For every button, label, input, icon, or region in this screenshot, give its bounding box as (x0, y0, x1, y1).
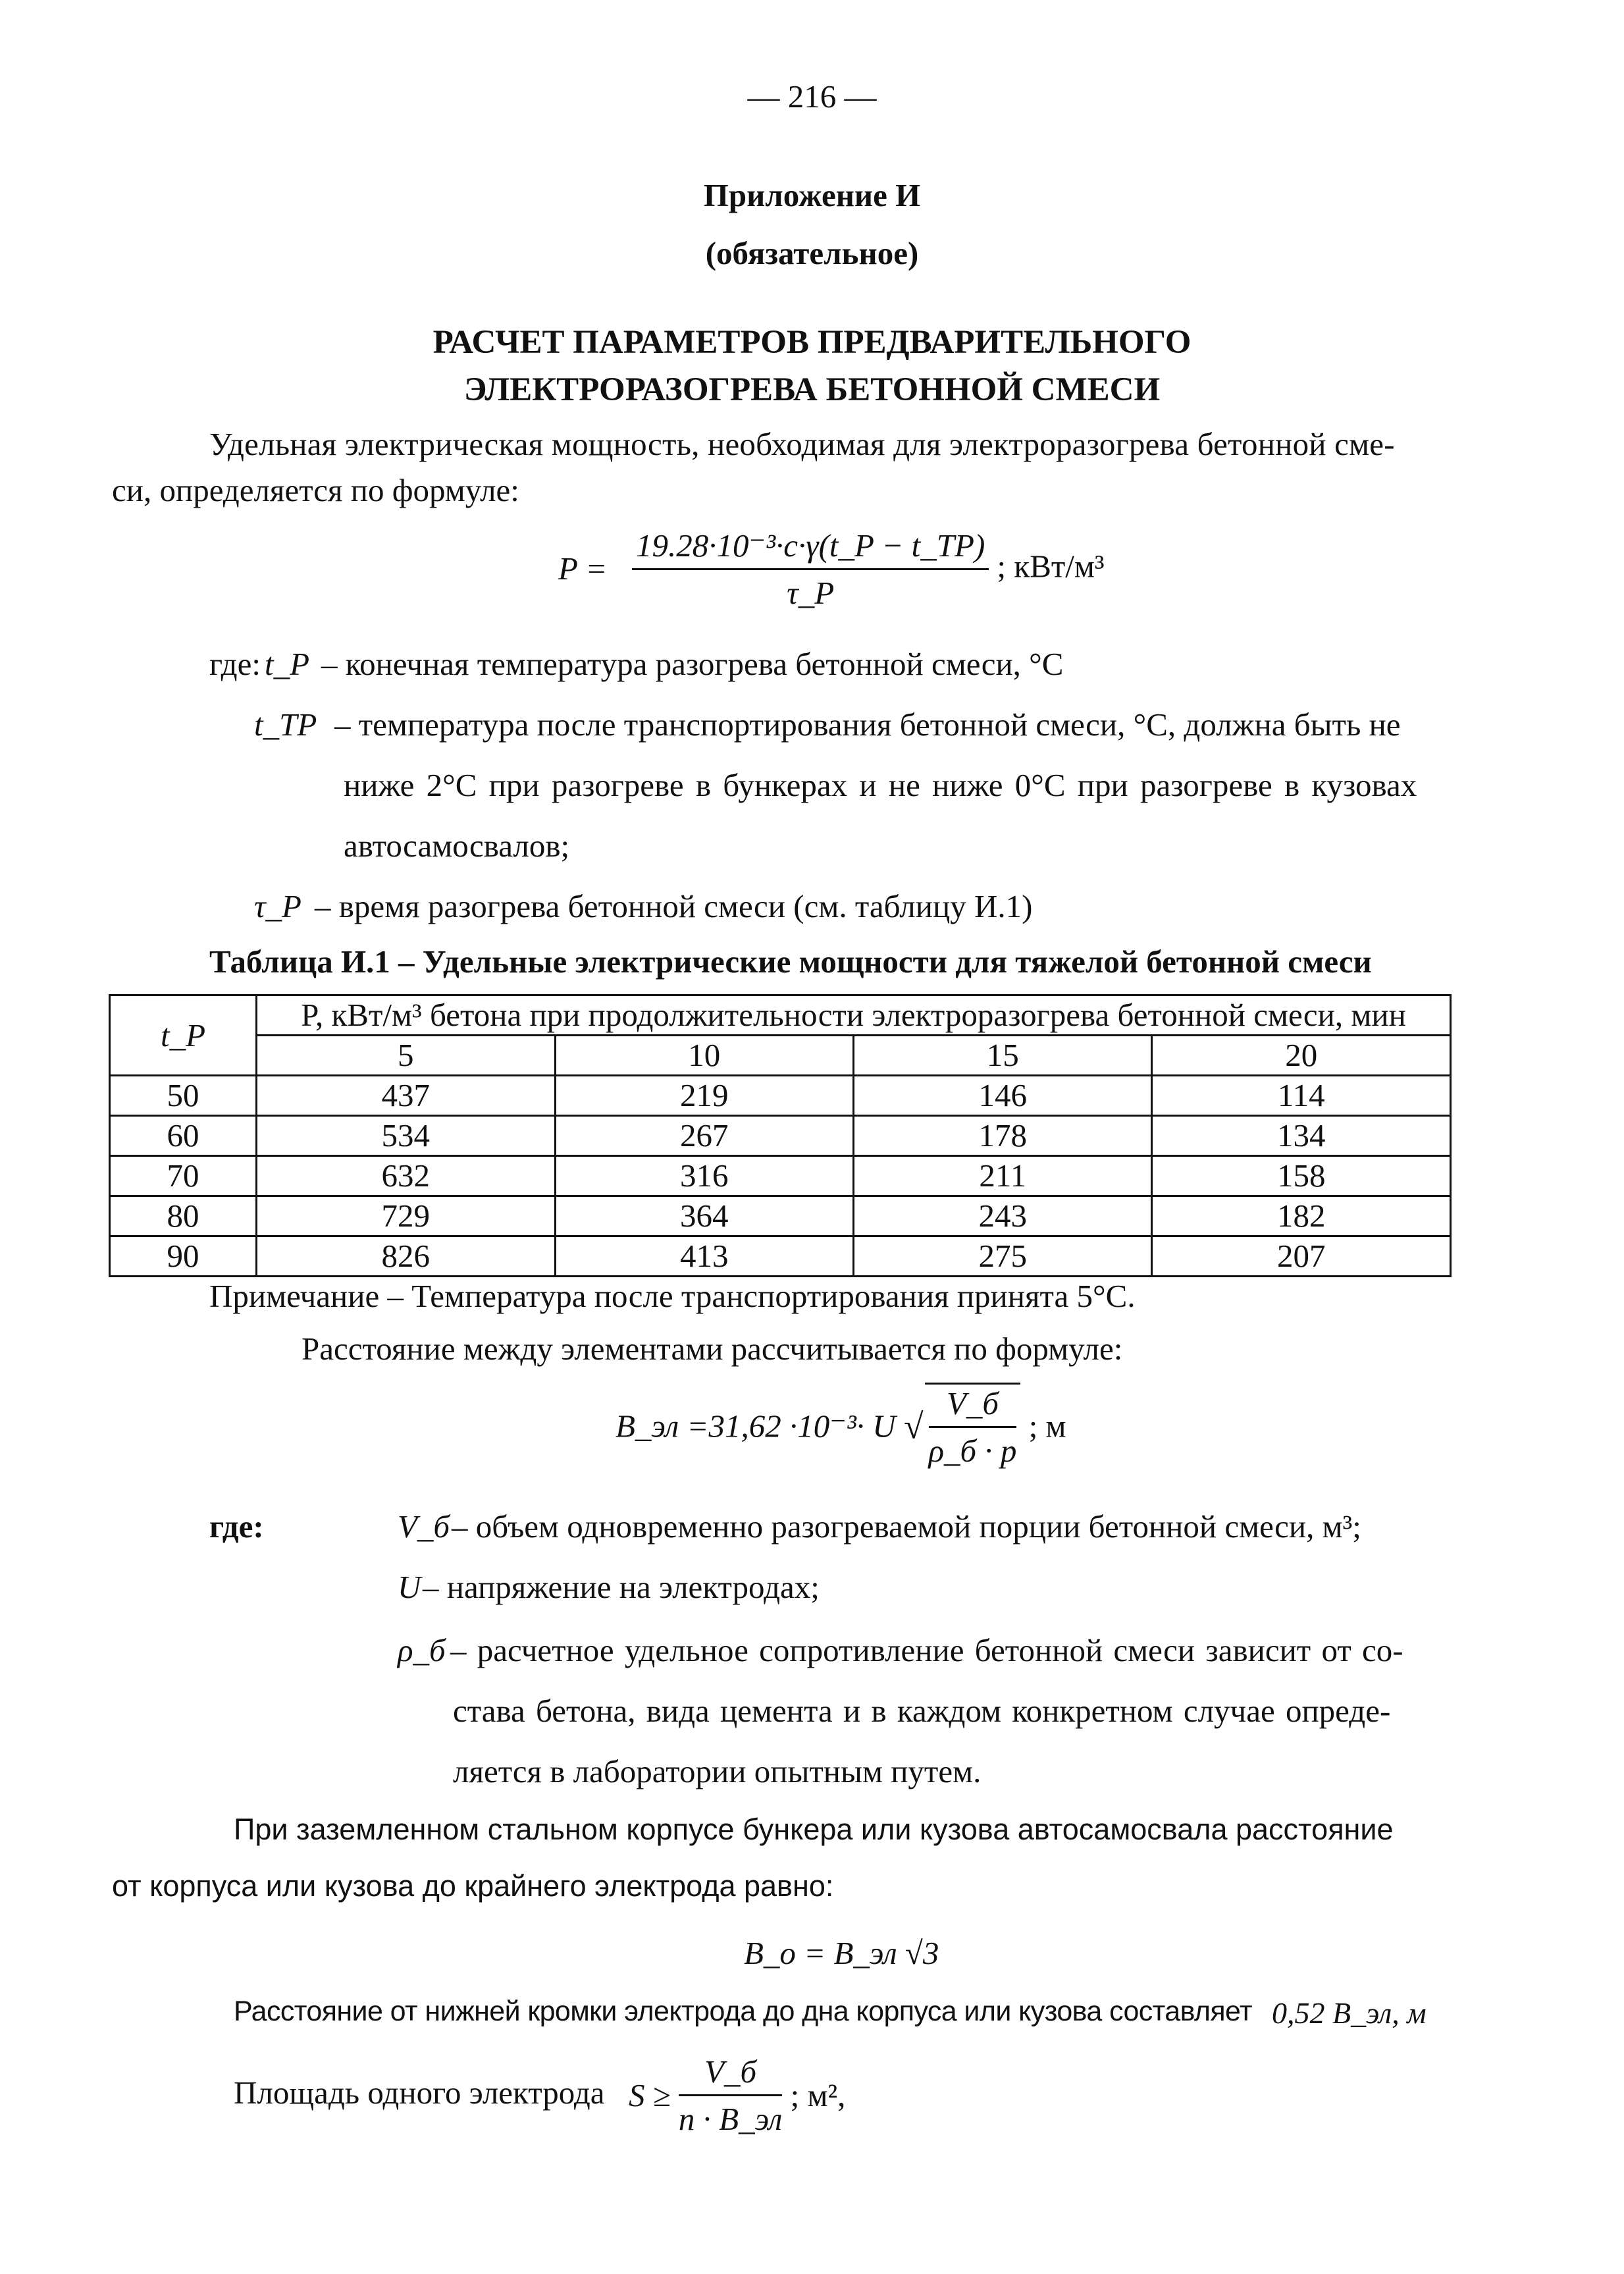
area-lhs: S ≥ (629, 2076, 671, 2113)
table-cell-t: 70 (110, 1156, 257, 1196)
table-cell: 364 (555, 1196, 853, 1236)
definition-rho-line-2: става бетона, вида цемента и в каждом конкретном случае опреде- (453, 1693, 1391, 1729)
table-cell: 219 (555, 1076, 853, 1116)
sqrt-symbol: √ (903, 1406, 924, 1446)
formula-3: B_o = B_эл √3 (744, 1935, 939, 1971)
definition-ttr-line-1: – температура после транспортирования бетонной смеси, °С, должна быть не (334, 706, 1401, 743)
table-subheader-row (110, 1036, 1451, 1076)
appendix-status: (обязательное) (705, 235, 919, 271)
table-cell: 632 (257, 1156, 555, 1196)
heading-line-2: ЭЛЕКТРОРАЗОГРЕВА БЕТОННОЙ СМЕСИ (463, 371, 1161, 408)
table-col-header: 20 (1152, 1036, 1451, 1076)
definition-taup: – время разогрева бетонной смеси (см. таблицу И.1) (315, 888, 1033, 924)
formula-2 (616, 1383, 1066, 1471)
table-caption: Таблица И.1 – Удельные электрические мощности для тяжелой бетонной смеси (209, 943, 1372, 980)
table-cell: 275 (854, 1236, 1152, 1277)
bottom-edge-value: 0,52 B_эл, м (1272, 1996, 1427, 2030)
area-text: Площадь одного электрода (234, 2075, 605, 2111)
where-label-2: где: (209, 1508, 264, 1545)
table-col-header: 5 (257, 1036, 555, 1076)
table-header-row (110, 995, 1451, 1036)
definition-rho-line-3: ляется в лаборатории опытным путем. (453, 1753, 982, 1789)
table-cell: 826 (257, 1236, 555, 1277)
definition-tp: – конечная температура разогрева бетонной смеси, °С (321, 646, 1064, 682)
where-label-1: где: (209, 646, 261, 682)
symbol-vb: V_б (398, 1508, 450, 1545)
symbol-taup: τ_P (254, 888, 301, 924)
table-cell-t: 80 (110, 1196, 257, 1236)
table-col-header: 15 (854, 1036, 1152, 1076)
area-formula (629, 2053, 845, 2139)
formula-2-unit: ; м (1028, 1408, 1066, 1444)
table-cell: 413 (555, 1236, 853, 1277)
table-cell: 729 (257, 1196, 555, 1236)
symbol-rho: ρ_б (398, 1632, 446, 1668)
symbol-u: U (398, 1569, 421, 1605)
page-number: — 216 — (747, 78, 877, 115)
formula-2-denominator: ρ_б · p (928, 1432, 1017, 1469)
formula-2-lhs: B_эл =31,62 ·10⁻³· U (616, 1408, 896, 1444)
table-cell: 114 (1152, 1076, 1451, 1116)
table-cell-t: 50 (110, 1076, 257, 1116)
formula-2-numerator: V_б (929, 1385, 1017, 1428)
grounded-line-2: от корпуса или кузова до крайнего электрода равно: (112, 1869, 834, 1903)
table-cell: 182 (1152, 1196, 1451, 1236)
appendix-title: Приложение И (703, 177, 921, 213)
table-col-header: 10 (555, 1036, 853, 1076)
definition-ttr-line-2: ниже 2°С при разогреве в бункерах и не ниже 0°С при разогреве в кузовах (344, 767, 1417, 803)
definition-rho-line-1: – расчетное удельное сопротивление бетонной смеси зависит от со- (450, 1632, 1403, 1668)
table-note: Примечание – Температура после транспортирования принята 5°С. (209, 1278, 1136, 1314)
table-cell: 316 (555, 1156, 853, 1196)
grounded-line-1: При заземленном стальном корпусе бункера или кузова автосамосвала расстояние (234, 1812, 1394, 1846)
table-header-group: P, кВт/м³ бетона при продолжительности электроразогрева бетонной смеси, мин (257, 995, 1451, 1036)
table-cell: 178 (854, 1116, 1152, 1156)
table-cell: 267 (555, 1116, 853, 1156)
intro-line-2: си, определяется по формуле: (112, 472, 519, 508)
area-denominator: n · B_эл (678, 2100, 783, 2137)
table-row (110, 1116, 1451, 1156)
table-cell-t: 90 (110, 1236, 257, 1277)
table-cell: 437 (257, 1076, 555, 1116)
table-cell: 211 (854, 1156, 1152, 1196)
formula-1-unit: ; кВт/м³ (997, 548, 1105, 585)
area-fraction (679, 2053, 782, 2139)
table-row (110, 1156, 1451, 1196)
table-cell: 134 (1152, 1116, 1451, 1156)
table-cell: 243 (854, 1196, 1152, 1236)
table-cell-t: 60 (110, 1116, 257, 1156)
definition-vb: – объем одновременно разогреваемой порции бетонной смеси, м³; (452, 1508, 1361, 1545)
formula-1-denominator: τ_P (787, 574, 835, 611)
formula-2-radicand (925, 1383, 1021, 1471)
formula-1-fraction (632, 527, 989, 613)
table-cell: 207 (1152, 1236, 1451, 1277)
area-unit: ; м², (790, 2076, 846, 2113)
table-cell: 534 (257, 1116, 555, 1156)
formula-1-numerator: 19.28·10⁻³·c·γ(t_P − t_TP) (632, 527, 989, 570)
intro-line-1: Удельная электрическая мощность, необходимая для электроразогрева бетонной сме- (209, 426, 1395, 462)
table-row (110, 1196, 1451, 1236)
symbol-tp: t_P (265, 646, 310, 682)
definition-ttr-line-3: автосамосвалов; (344, 828, 570, 864)
area-numerator: V_б (679, 2053, 782, 2096)
heading-line-1: РАСЧЕТ ПАРАМЕТРОВ ПРЕДВАРИТЕЛЬНОГО (432, 324, 1192, 361)
symbol-ttr: t_TP (254, 706, 317, 743)
definition-u: – напряжение на электродах; (423, 1569, 820, 1605)
formula-1-lhs: P = (558, 550, 608, 587)
table-row (110, 1236, 1451, 1277)
table-header-tp: t_P (110, 995, 257, 1076)
table-row (110, 1076, 1451, 1116)
formula-1 (632, 527, 1105, 613)
distance-intro: Расстояние между элементами рассчитывается по формуле: (301, 1331, 1123, 1367)
power-table (109, 994, 1452, 1277)
table-cell: 146 (854, 1076, 1152, 1116)
bottom-edge-text: Расстояние от нижней кромки электрода до дна корпуса или кузова составляет (234, 1996, 1252, 2027)
table-cell: 158 (1152, 1156, 1451, 1196)
